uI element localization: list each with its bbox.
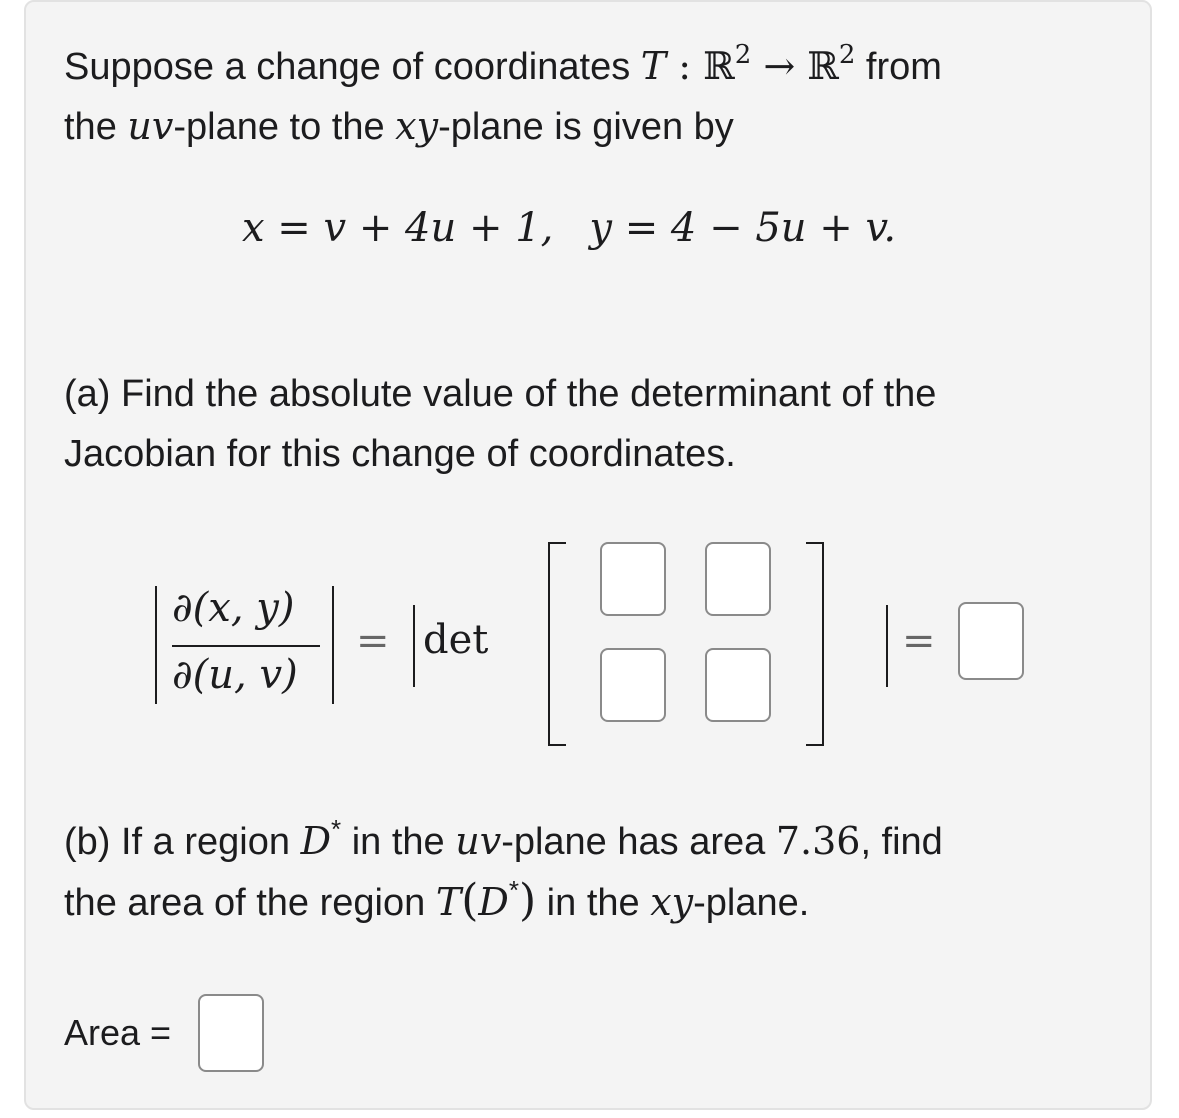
map-domain: ℝ: [703, 44, 735, 88]
map-codomain: ℝ: [807, 44, 839, 88]
part-b-region-text: the area of the region: [64, 882, 436, 924]
det-abs-bar-right: [886, 605, 888, 687]
jacobian-entry-1-2[interactable]: [705, 542, 771, 616]
matrix-bracket-left: [548, 542, 550, 746]
part-b-plane: -plane.: [693, 882, 810, 924]
map-T-image: T: [435, 880, 462, 924]
part-a-line-1: (a) Find the absolute value of the determinant of the: [64, 373, 937, 415]
uv-plane-var: uv: [127, 104, 174, 148]
abs-bar-right: [332, 586, 334, 704]
area-answer-input[interactable]: [198, 994, 264, 1072]
eq-x-rhs: = v + 4u + 1,: [264, 205, 554, 251]
area-label: Area =: [64, 1012, 172, 1053]
jacobian-determinant-answer[interactable]: [958, 602, 1024, 680]
part-b-line-1: [64, 811, 943, 872]
jacobian-entry-2-1[interactable]: [600, 648, 666, 722]
map-codomain-exponent: 2: [838, 40, 856, 70]
matrix-bracket-right-top: [806, 542, 824, 544]
map-colon: :: [666, 44, 704, 88]
matrix-bracket-left-bottom: [548, 744, 566, 746]
paren-close: ): [518, 875, 537, 926]
jacobian-entry-1-1[interactable]: [600, 542, 666, 616]
matrix-bracket-right-bottom: [806, 744, 824, 746]
part-a-line-2: Jacobian for this change of coordinates.: [64, 433, 736, 475]
region-star: *: [331, 814, 342, 844]
region-D: D: [300, 819, 332, 863]
xy-var: xy: [650, 880, 694, 924]
intro-from: from: [855, 46, 942, 88]
fraction-bar: [172, 645, 320, 647]
intro-given-by: -plane is given by: [438, 106, 734, 148]
intro-text: Suppose a change of coordinates: [64, 46, 641, 88]
question-card: [24, 0, 1152, 1110]
uv-var: uv: [455, 819, 502, 863]
transformation-equation: [242, 205, 896, 251]
map-arrow: →: [751, 44, 808, 88]
jacobian-denominator: ∂(u, v): [172, 652, 298, 698]
equals-sign-2: =: [902, 618, 936, 664]
region-D-image: D: [478, 880, 509, 924]
abs-bar-left: [155, 586, 157, 704]
part-b-line-2: [64, 871, 809, 933]
intro-line-1: [64, 36, 942, 97]
eq-y: y: [589, 205, 612, 251]
map-T: T: [640, 44, 667, 88]
part-b-prefix: (b) If a region: [64, 821, 301, 863]
eq-y-rhs: = 4 − 5u + v.: [611, 205, 897, 251]
equals-sign-1: =: [356, 618, 390, 664]
area-value: 7.36: [775, 819, 861, 863]
part-b-in-the: in the: [341, 821, 456, 863]
intro-plane-to: -plane to the: [173, 106, 396, 148]
map-domain-exponent: 2: [734, 40, 752, 70]
part-b-has-area: -plane has area: [501, 821, 776, 863]
jacobian-numerator: ∂(x, y): [172, 585, 295, 631]
region-star-image: *: [508, 875, 519, 905]
eq-x: x: [242, 205, 265, 251]
intro-the: the: [64, 106, 128, 148]
xy-plane-var: xy: [395, 104, 439, 148]
part-b-find: , find: [860, 821, 943, 863]
paren-open: (: [461, 875, 479, 926]
intro-line-2: [64, 96, 734, 157]
matrix-bracket-right: [822, 542, 824, 746]
det-label: det: [423, 617, 489, 663]
det-abs-bar-left: [413, 605, 415, 687]
jacobian-entry-2-2[interactable]: [705, 648, 771, 722]
matrix-bracket-left-top: [548, 542, 566, 544]
part-b-in-the-2: in the: [536, 882, 651, 924]
